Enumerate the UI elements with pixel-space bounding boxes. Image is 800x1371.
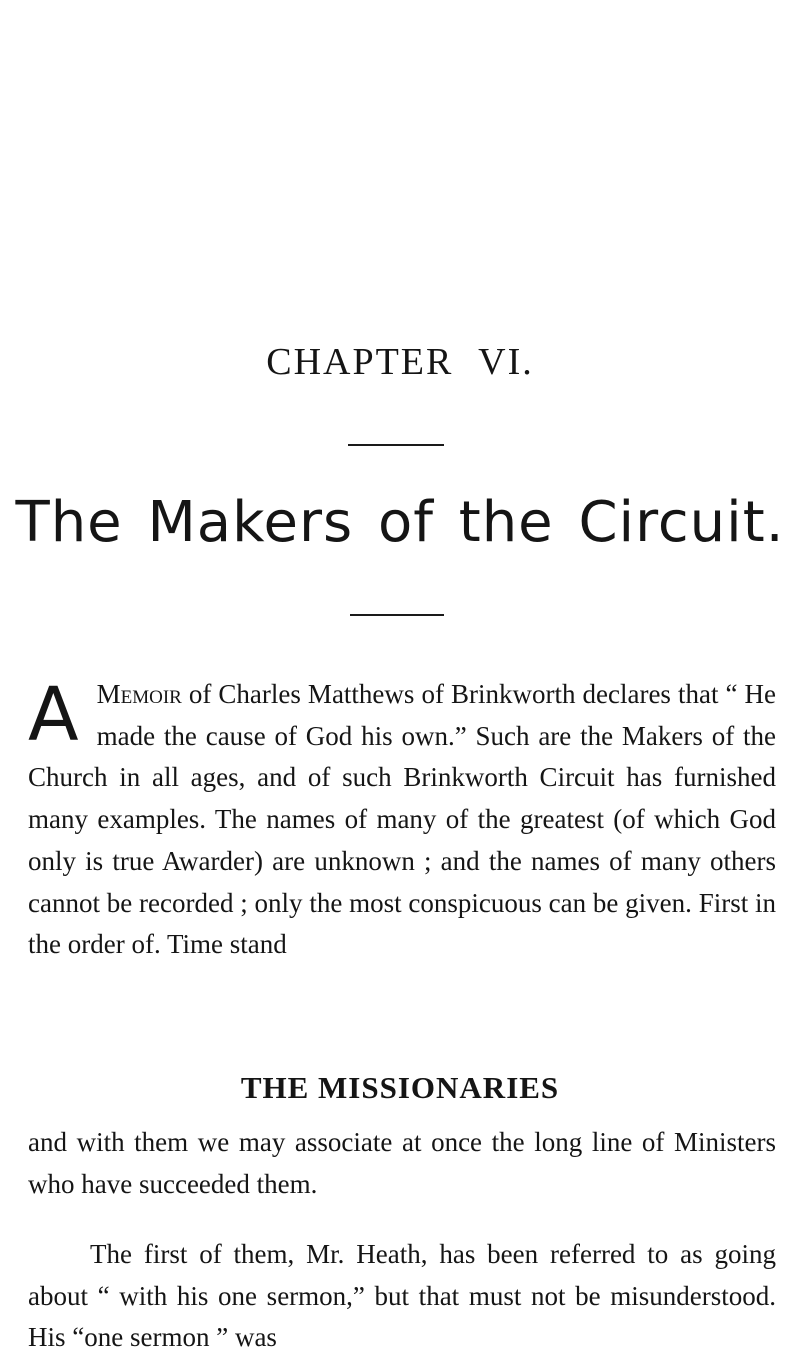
section-heading: THE MISSIONARIES [240,1070,560,1105]
chapter-title: The Makers of the Circuit. [15,490,785,555]
title-rule-bottom [350,614,444,616]
opening-paragraph-text: of Charles Matthews of Brinkworth declares that “ He made the cause of God his own.” Such are the Makers of the Church in all ages, and of such Brinkworth Circuit has furnished many examples. The names of many of the greatest (of which God only is true Awarder) are unknown ; and the names of many others cannot be recorded ; only the most conspicuous can be given. First in the order of. Time stand [28,679,776,960]
drop-cap: A [28,672,79,758]
chapter-number: CHAPTER VI. [266,341,534,383]
title-rule-top [348,444,444,446]
third-paragraph: The first of them, Mr. Heath, has been referred to as going about “ with his one sermon,” but that must not be misunderstood. His “one sermon ” was [28,1239,776,1353]
lead-word: Memoir [96,679,182,709]
second-paragraph: and with them we may associate at once the long line of Ministers who have succeeded them. [28,1127,776,1199]
opening-paragraph [28,674,776,966]
